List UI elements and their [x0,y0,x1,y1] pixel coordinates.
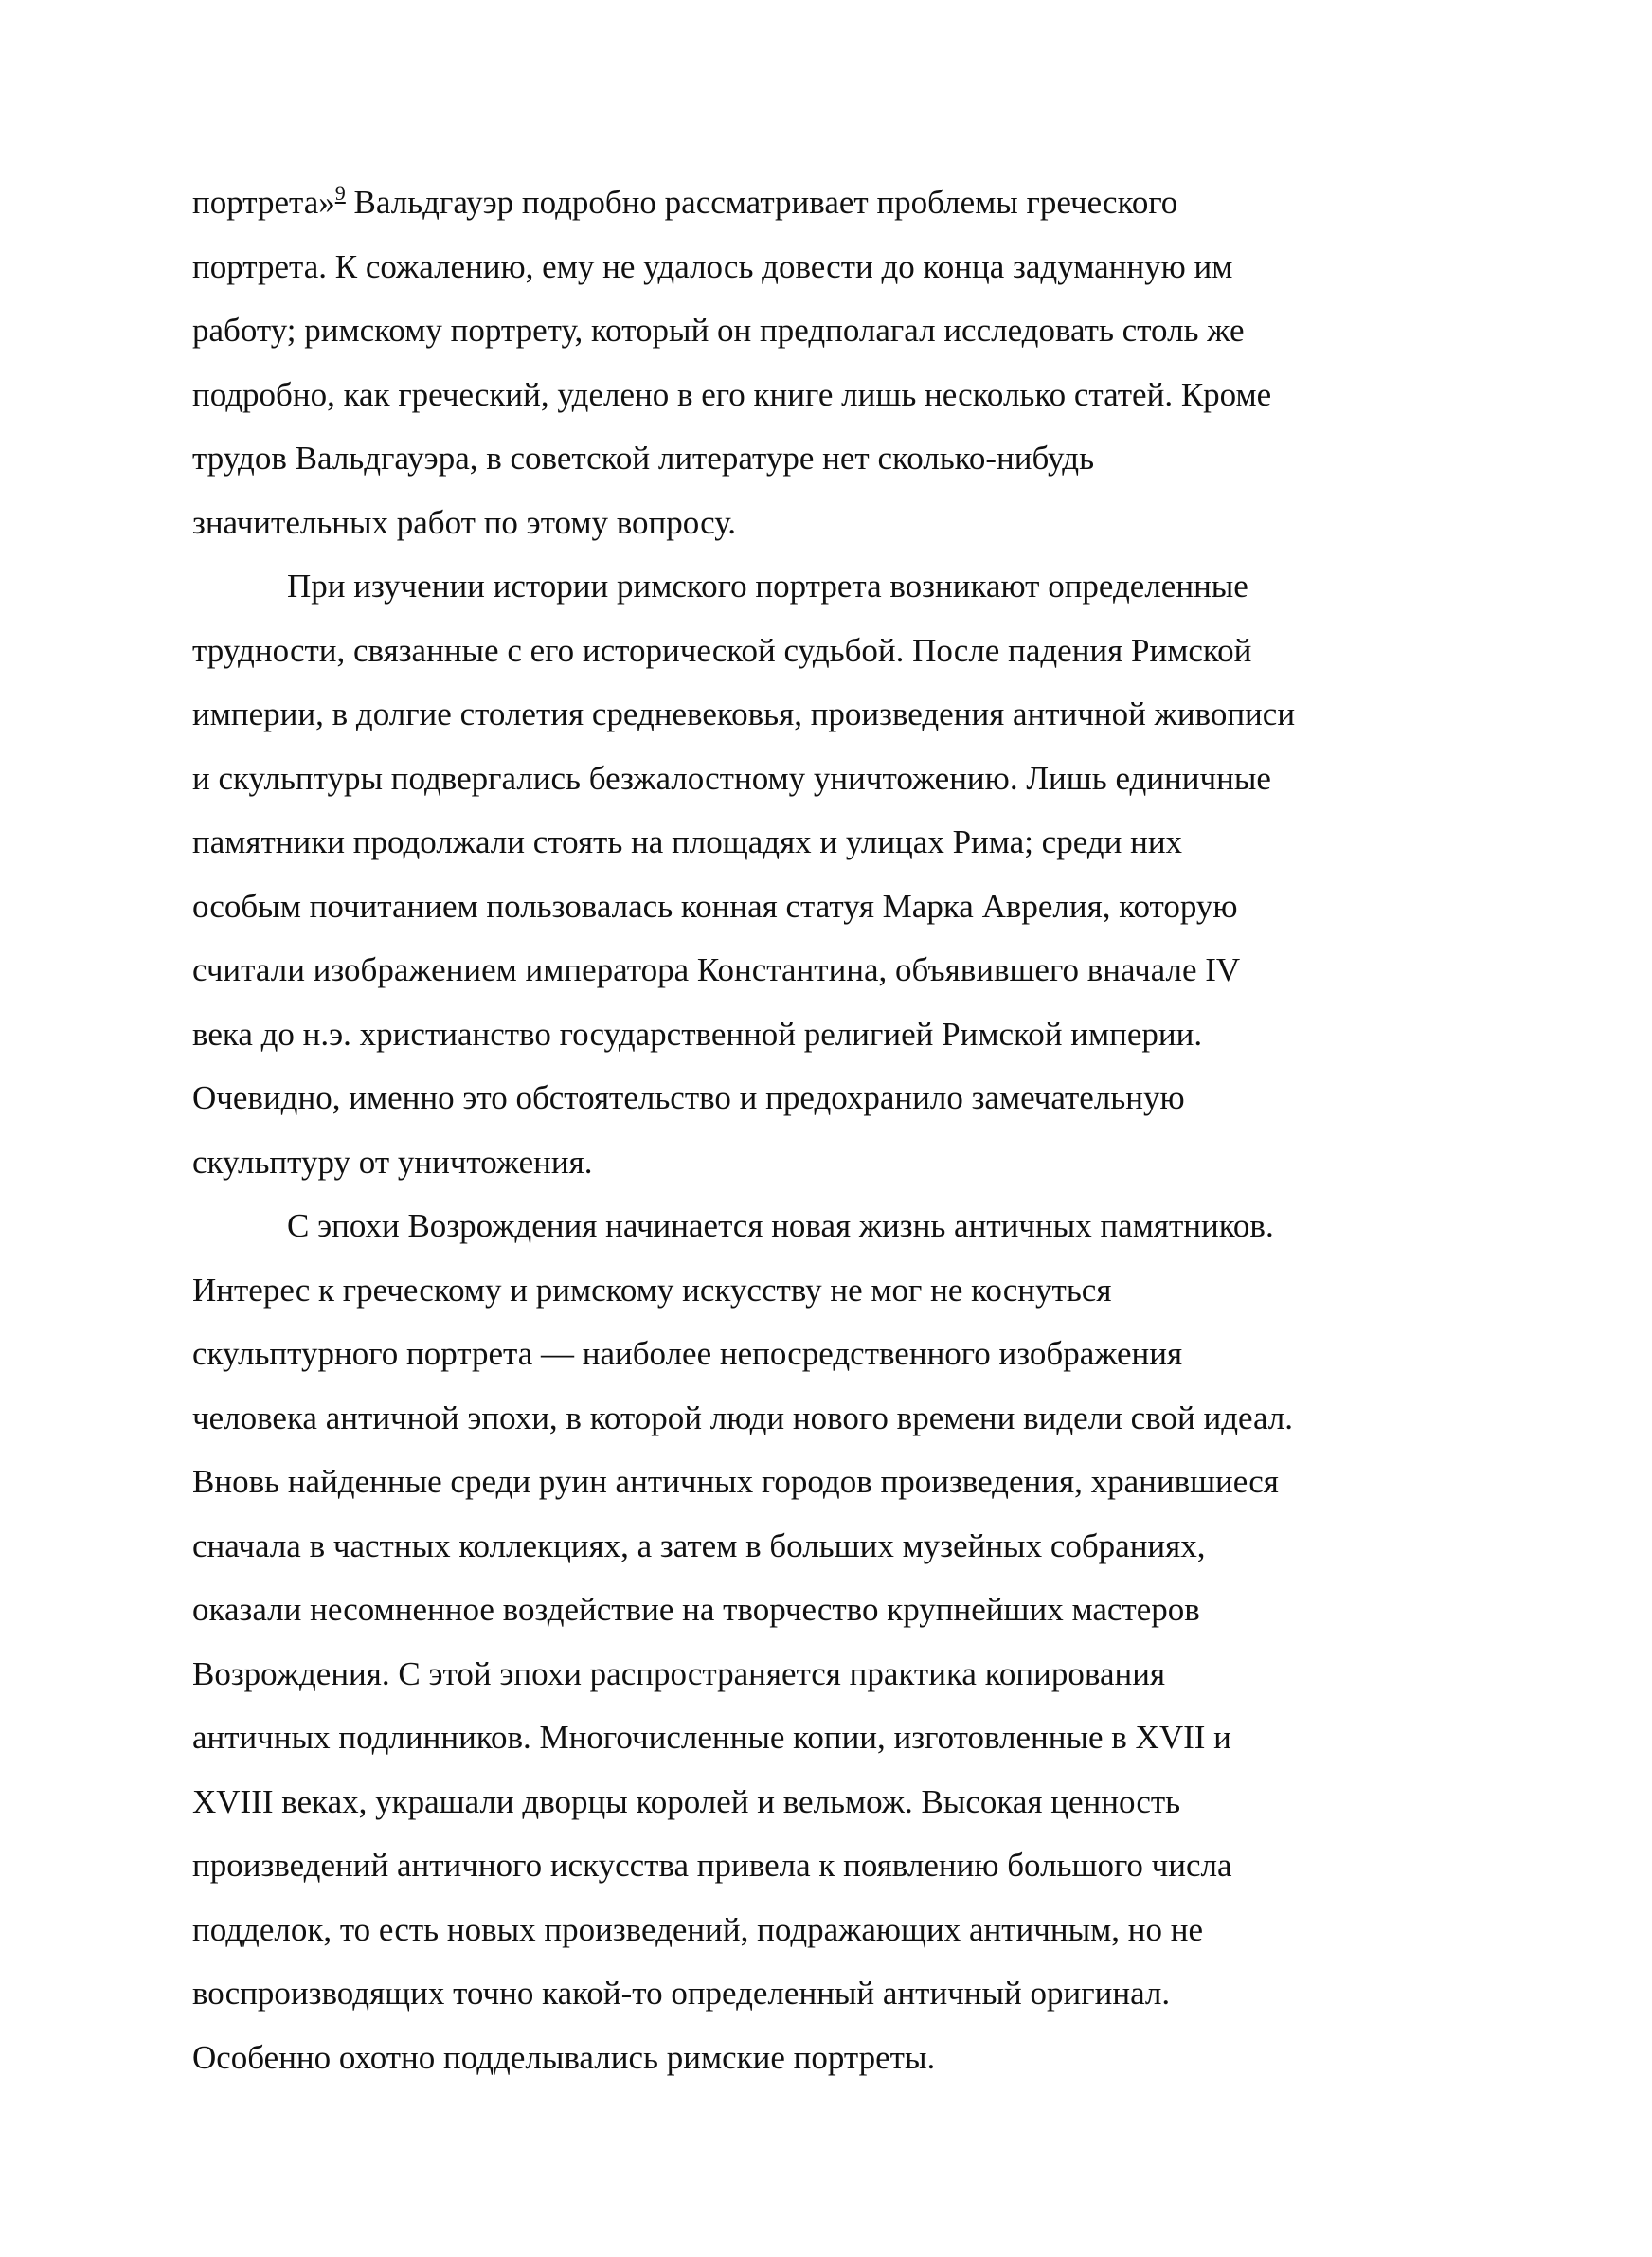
paragraph-3: С эпохи Возрождения начинается новая жизнь античных памятников. Интерес к греческому и римскому искусству не мог не коснуться скульптурного портрета — наиболее непосредственного изображения человека античной эпохи, в которой люди нового времени видели свой идеал. Вновь найденные среди руин античных городов произведения, хранившиеся сначала в частных коллекциях, а затем в больших музейных собраниях, оказали несомненное воздействие на творчество крупнейших мастеров Возрождения. С этой эпохи распространяется практика копирования античных подлинников. Многочисленные копии, изготовленные в XVII и XVIII веках, украшали дворцы королей и вельмож. Высокая ценность произведений античного искусства привела к появлению большого числа подделок, то есть новых произведений, подражающих античным, но не воспроизводящих точно какой-то определенный античный оригинал. Особенно охотно подделывались римские портреты. [192,1207,1294,2076]
body-text [192,171,1443,2089]
paragraph-1-lead: портрета» [192,184,335,221]
paragraph-2: При изучении истории римского портрета возникают определенные трудности, связанные с его исторической судьбой. После падения Римской империи, в долгие столетия средневековья, произведения античной живописи и скульптуры подвергались безжалостному уничтожению. Лишь единичные памятники продолжали стоять на площадях и улицах Рима; среди них особым почитанием пользовалась конная статуя Марка Аврелия, которую считали изображением императора Константина, объявившего вначале IV века до н.э. христианство государственной религией Римской империи. Очевидно, именно это обстоятельство и предохранило замечательную скульптуру от уничтожения. [192,568,1296,1181]
paragraph-1-text: Вальдгауэр подробно рассматривает проблемы греческого портрета. К сожалению, ему не удалось довести до конца задуманную им работу; римскому портрету, который он предполагал исследовать столь же подробно, как греческий, уделено в его книге лишь несколько статей. Кроме трудов Вальдгауэра, в советской литературе нет сколько-нибудь значительных работ по этому вопросу. [192,184,1272,541]
footnote-reference-9[interactable]: 9 [334,181,346,205]
paragraph-1 [192,171,1443,554]
